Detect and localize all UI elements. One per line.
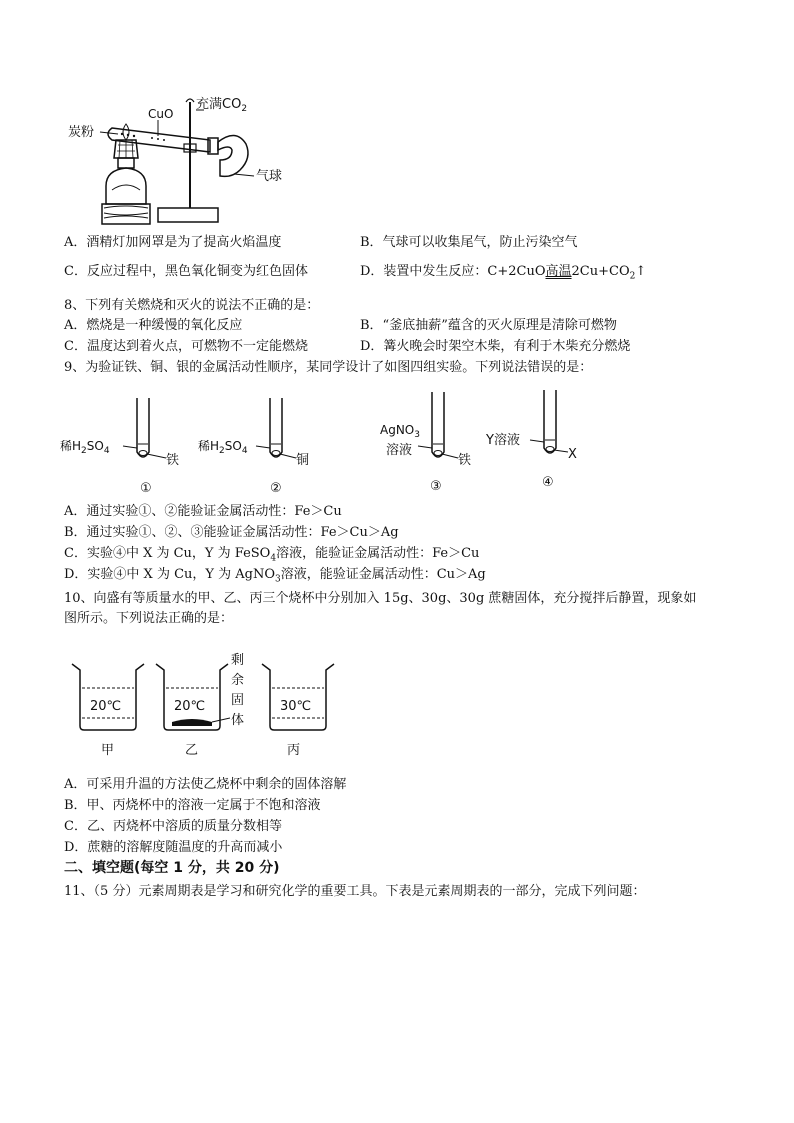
q10-option-d: D．蔗糖的溶解度随温度的升高而减小 — [64, 840, 283, 855]
tube3-metal-label: 铁 — [458, 453, 472, 468]
tube2-number: ② — [270, 481, 282, 496]
tube1-number: ① — [140, 481, 152, 496]
beaker2-temp: 20℃ — [174, 699, 206, 714]
q10-stem-line-1: 10、向盛有等质量水的甲、乙、丙三个烧杯中分别加入 15g、30g、30g 蔗糖固体，充分搅拌后静置，现象如 — [64, 591, 697, 606]
remaining-solid — [172, 719, 212, 726]
tube4-solution-label: Y溶液 — [486, 433, 520, 448]
beaker1-name: 甲 — [101, 743, 115, 758]
label-carbon-powder: 炭粉 — [68, 125, 95, 140]
q10-option-c: C．乙、丙烧杯中溶质的质量分数相等 — [64, 819, 282, 834]
beaker3-temp: 30℃ — [280, 699, 312, 714]
label-balloon: 气球 — [256, 169, 283, 184]
q9-option-d: D．实验④中 X 为 Cu，Y 为 AgNO$_3$溶液，能验证金属活动性：Cu＞Ag — [64, 567, 486, 585]
q8-stem: 8、下列有关燃烧和灭火的说法不正确的是： — [64, 298, 320, 313]
tube2-acid-label: 稀$H_2SO_4$ — [198, 439, 248, 456]
q8-option-c: C．温度达到着火点，可燃物不一定能燃烧 — [64, 339, 308, 354]
remaining-solid-label-4: 体 — [231, 713, 245, 728]
remaining-solid-label-2: 余 — [231, 673, 245, 688]
tube4-metal-label: X — [568, 447, 577, 462]
section-2-title: 二、填空题(每空 1 分，共 20 分) — [64, 860, 280, 876]
tube3-number: ③ — [430, 479, 442, 494]
label-cuo: CuO — [148, 107, 174, 121]
q9-stem: 9、为验证铁、铜、银的金属活动性顺序，某同学设计了如图四组实验。下列说法错误的是： — [64, 360, 593, 375]
tube1-metal-label: 铁 — [166, 453, 180, 468]
beaker2-name: 乙 — [185, 743, 199, 758]
q10-option-b: B．甲、丙烧杯中的溶液一定属于不饱和溶液 — [64, 798, 321, 813]
tube2-metal-label: 铜 — [296, 453, 310, 468]
tube3-agno3-label: AgNO$_3$ — [380, 423, 420, 440]
q11-stem: 11、（5 分）元素周期表是学习和研究化学的重要工具。下表是元素周期表的一部分，完成下列问题： — [64, 884, 646, 899]
beaker3-name: 丙 — [287, 743, 301, 758]
beaker1-temp: 20℃ — [90, 699, 122, 714]
q10-stem-line-2: 图所示。下列说法正确的是： — [64, 611, 234, 626]
tube1-acid-label: 稀$H_2SO_4$ — [60, 439, 110, 456]
q8-option-d: D．篝火晚会时架空木柴，有利于木柴充分燃烧 — [360, 339, 631, 354]
tube3-solution-label: 溶液 — [386, 443, 413, 458]
q8-option-a: A．燃烧是一种缓慢的氧化反应 — [64, 318, 243, 333]
q9-option-c: C．实验④中 X 为 Cu，Y 为 FeSO$_4$溶液，能验证金属活动性：Fe＞Cu — [64, 546, 480, 564]
beaker-2 — [156, 664, 230, 730]
beaker-3 — [262, 664, 334, 730]
q7-option-a: A．酒精灯加网罩是为了提高火焰温度 — [64, 235, 282, 250]
q7-option-c: C．反应过程中，黑色氧化铜变为红色固体 — [64, 264, 308, 279]
q7-option-b: B．气球可以收集尾气，防止污染空气 — [360, 235, 578, 250]
remaining-solid-label-3: 固 — [231, 693, 245, 708]
label-co2: 充满$CO_2$ — [196, 97, 248, 114]
q10-option-a: A．可采用升温的方法使乙烧杯中剩余的固体溶解 — [64, 777, 347, 792]
q9-option-b: B．通过实验①、②、③能验证金属活动性：Fe＞Cu＞Ag — [64, 525, 399, 540]
q9-option-a: A．通过实验①、②能验证金属活动性：Fe＞Cu — [64, 504, 342, 519]
remaining-solid-label-1: 剩 — [231, 653, 245, 668]
tube4-number: ④ — [542, 475, 554, 490]
q7-option-d: D．装置中发生反应：C+2CuO高温$2Cu+CO_2↑$ — [360, 264, 647, 282]
q8-option-b: B．“釜底抽薪”蕴含的灭火原理是清除可燃物 — [360, 318, 617, 333]
beaker-1 — [72, 664, 144, 730]
